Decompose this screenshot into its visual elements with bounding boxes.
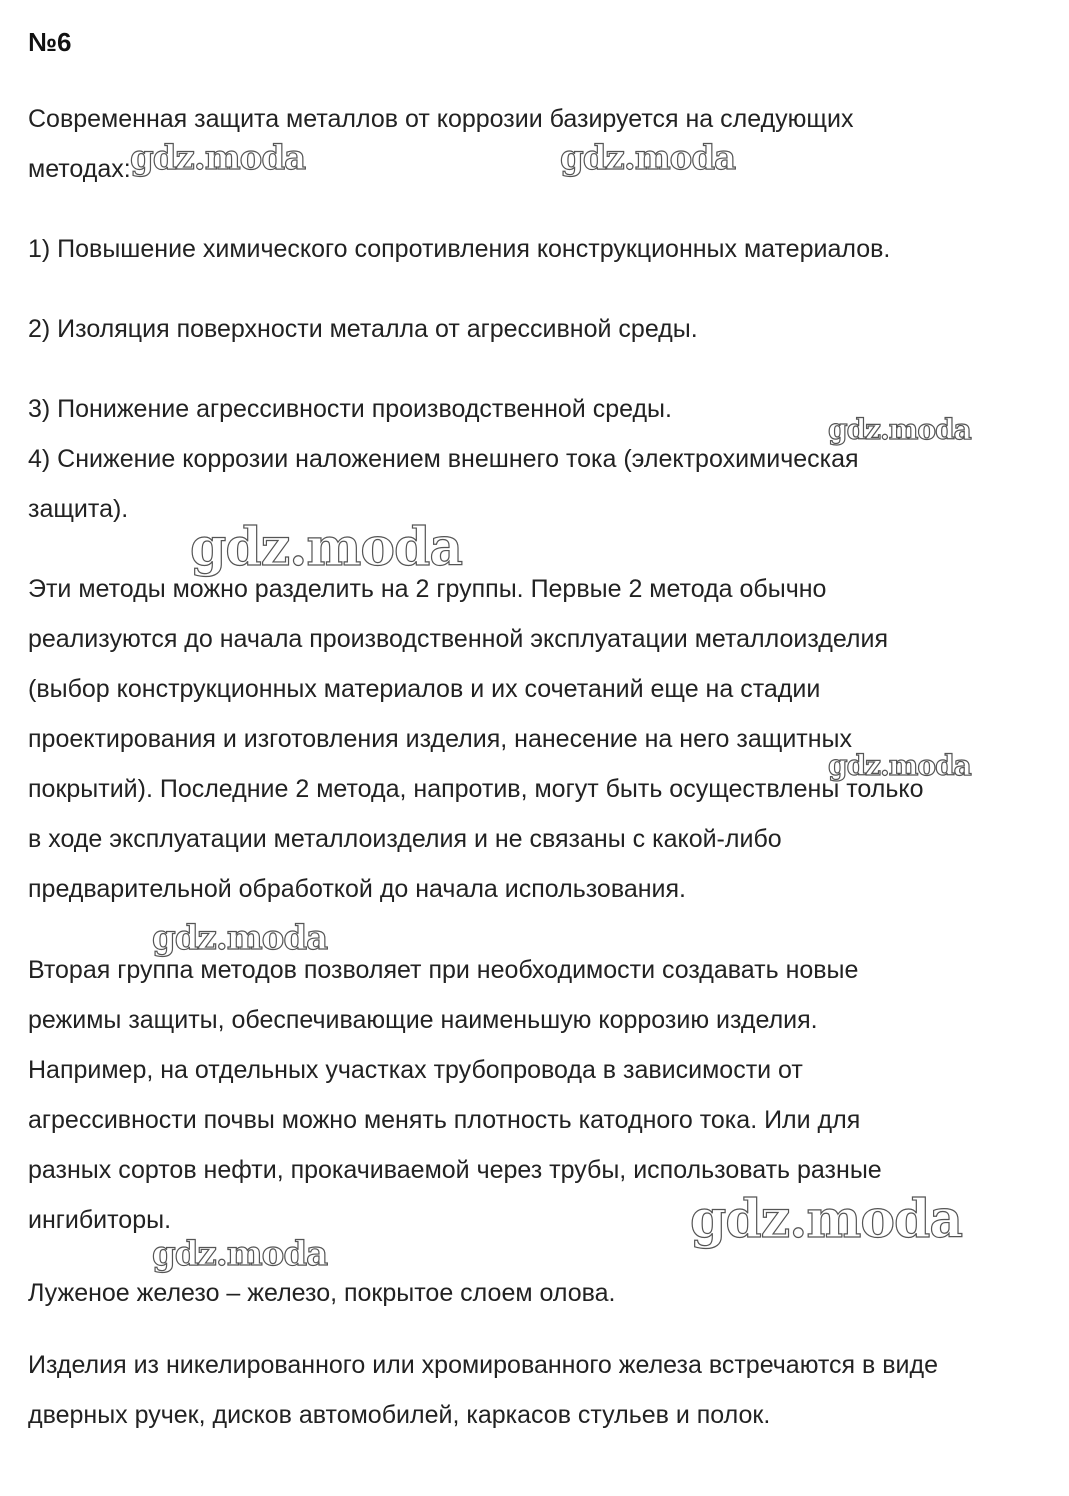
- paragraph-method-2: [28, 304, 1038, 354]
- text-line: 3) Понижение агрессивности производственной среды.: [28, 395, 672, 423]
- watermark: gdz.moda: [560, 138, 736, 178]
- watermark: gdz.moda: [152, 918, 328, 958]
- watermark: gdz.moda: [690, 1189, 963, 1250]
- text-line: Эти методы можно разделить на 2 группы. Первые 2 метода обычно: [28, 575, 827, 603]
- paragraph-tinned-iron: [28, 1268, 1038, 1318]
- text-line: 4) Снижение коррозии наложением внешнего тока (электрохимическая: [28, 445, 859, 473]
- watermark: gdz.moda: [828, 413, 971, 446]
- text-line: (выбор конструкционных материалов и их сочетаний еще на стадии: [28, 675, 821, 703]
- text-line: Современная защита металлов от коррозии базируется на следующих: [28, 105, 854, 133]
- text-line: Изделия из никелированного или хромированного железа встречаются в виде: [28, 1351, 939, 1379]
- paragraph-nickel-chrome: [28, 1340, 1038, 1440]
- text-line: 2) Изоляция поверхности металла от агрессивной среды.: [28, 315, 698, 343]
- text-line: методах:: [28, 155, 131, 183]
- task-number: №6: [28, 27, 72, 57]
- text-line: Луженое железо – железо, покрытое слоем олова.: [28, 1279, 616, 1307]
- watermark: gdz.moda: [190, 517, 463, 578]
- paragraph-methods-3-4: [28, 384, 1038, 534]
- text-line: режимы защиты, обеспечивающие наименьшую коррозию изделия.: [28, 1006, 818, 1034]
- watermark: gdz.moda: [152, 1234, 328, 1274]
- watermark: gdz.moda: [828, 749, 971, 782]
- text-line: покрытий). Последние 2 метода, напротив, могут быть осуществлены только: [28, 775, 924, 803]
- paragraph-groups: [28, 564, 1038, 914]
- text-line: предварительной обработкой до начала использования.: [28, 875, 686, 903]
- paragraph-method-1: [28, 224, 1038, 274]
- text-line: агрессивности почвы можно менять плотность катодного тока. Или для: [28, 1106, 861, 1134]
- text-line: в ходе эксплуатации металлоизделия и не связаны с какой-либо: [28, 825, 782, 853]
- text-line: проектирования и изготовления изделия, нанесение на него защитных: [28, 725, 853, 753]
- text-line: Например, на отдельных участках трубопровода в зависимости от: [28, 1056, 803, 1084]
- text-line: разных сортов нефти, прокачиваемой через трубы, использовать разные: [28, 1156, 882, 1184]
- text-line: 1) Повышение химического сопротивления конструкционных материалов.: [28, 235, 891, 263]
- text-line: ингибиторы.: [28, 1206, 172, 1234]
- text-line: дверных ручек, дисков автомобилей, каркасов стульев и полок.: [28, 1401, 771, 1429]
- watermark: gdz.moda: [130, 138, 306, 178]
- text-line: Вторая группа методов позволяет при необходимости создавать новые: [28, 956, 859, 984]
- text-line: реализуются до начала производственной эксплуатации металлоизделия: [28, 625, 889, 653]
- text-line: защита).: [28, 495, 129, 523]
